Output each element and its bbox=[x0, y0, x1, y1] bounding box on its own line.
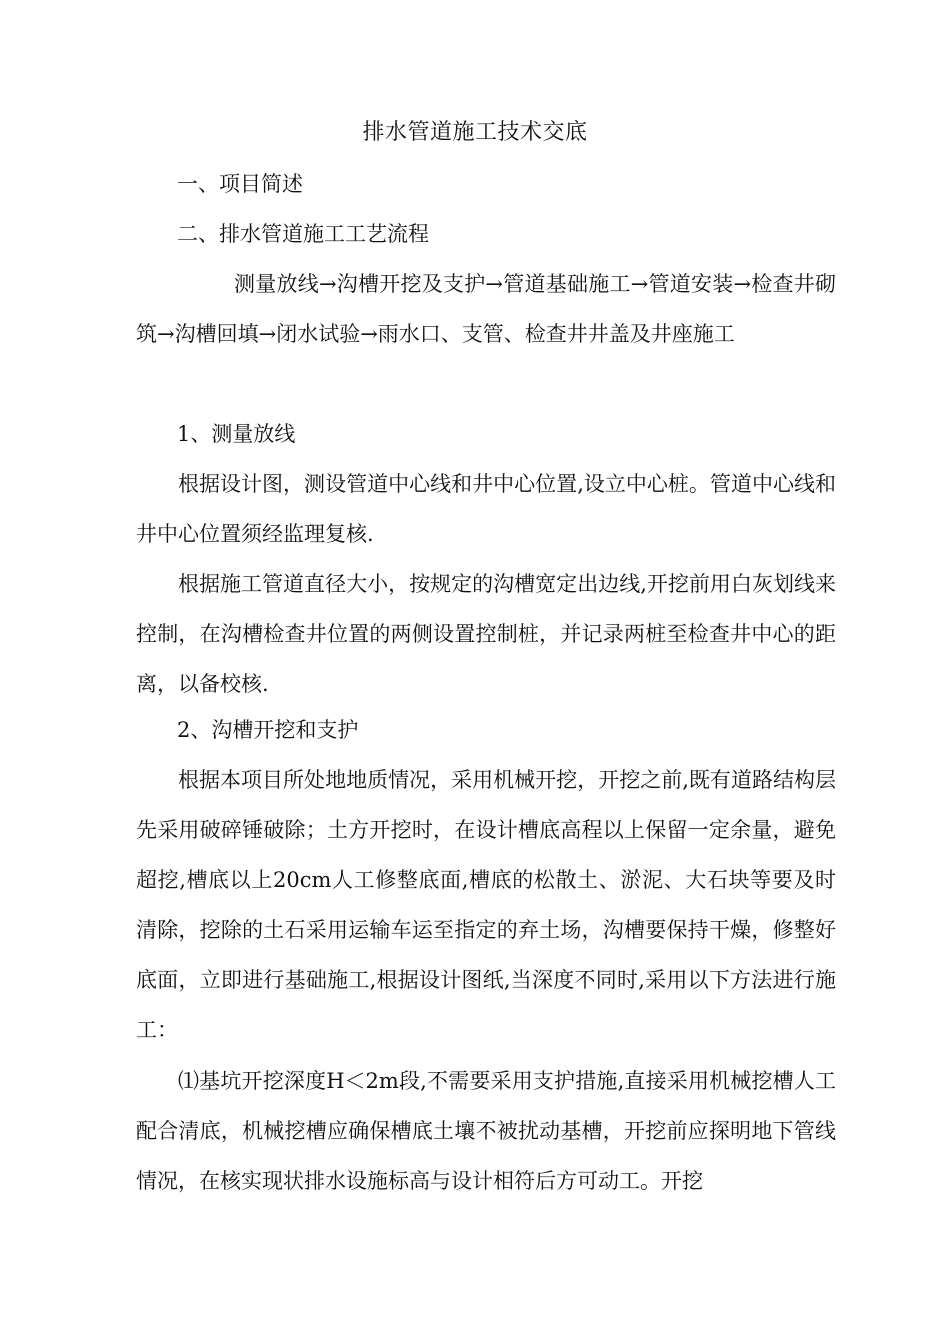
excavation-paragraph bbox=[136, 755, 836, 1055]
survey-text-2: 根据施工管道直径大小，按规定的沟槽宽定出边线,开挖前用白灰划线来控制，在沟槽检查井位置的两侧设置控制桩，并记录两桩至检查井中心的距离，以备校核. bbox=[136, 572, 836, 696]
section-heading-overview: 一、项目简述 bbox=[177, 172, 303, 196]
excavation-text: 根据本项目所处地地质情况，采用机械开挖，开挖之前,既有道路结构层先采用破碎锤破除；土方开挖时，在设计槽底高程以上保留一定余量，避免超挖,槽底以上20cm人工修整底面,槽底的松散土、淤泥、大石块等要及时清除，挖除的土石采用运输车运至指定的弃土场，沟槽要保持干燥，修整好底面，立即进行基础施工,根据设计图纸,当深度不同时,采用以下方法进行施工： bbox=[136, 768, 836, 1042]
survey-text-1: 根据设计图，测设管道中心线和井中心位置,设立中心桩。管道中心线和井中心位置须经监理复核. bbox=[136, 472, 836, 546]
process-flow-text: 测量放线→沟槽开挖及支护→管道基础施工→管道安装→检查井砌筑→沟槽回填→闭水试验→雨水口、支管、检查井井盖及井座施工 bbox=[136, 272, 836, 346]
process-flow-paragraph bbox=[136, 259, 836, 359]
subheading-survey: 1、测量放线 bbox=[177, 422, 296, 446]
section-heading-process-flow: 二、排水管道施工工艺流程 bbox=[177, 222, 429, 246]
subheading-trench-excavation: 2、沟槽开挖和支护 bbox=[177, 718, 359, 742]
excavation-depth-text: ⑴基坑开挖深度H＜2m段,不需要采用支护措施,直接采用机械挖槽人工配合清底，机械挖槽应确保槽底土壤不被扰动基槽，开挖前应探明地下管线情况，在核实现状排水设施标高与设计相符后方可动工。开挖 bbox=[136, 1069, 836, 1193]
document-title: 排水管道施工技术交底 bbox=[362, 120, 588, 145]
excavation-depth-paragraph bbox=[136, 1056, 836, 1206]
survey-paragraph-1 bbox=[136, 459, 836, 559]
survey-paragraph-2 bbox=[136, 559, 836, 709]
